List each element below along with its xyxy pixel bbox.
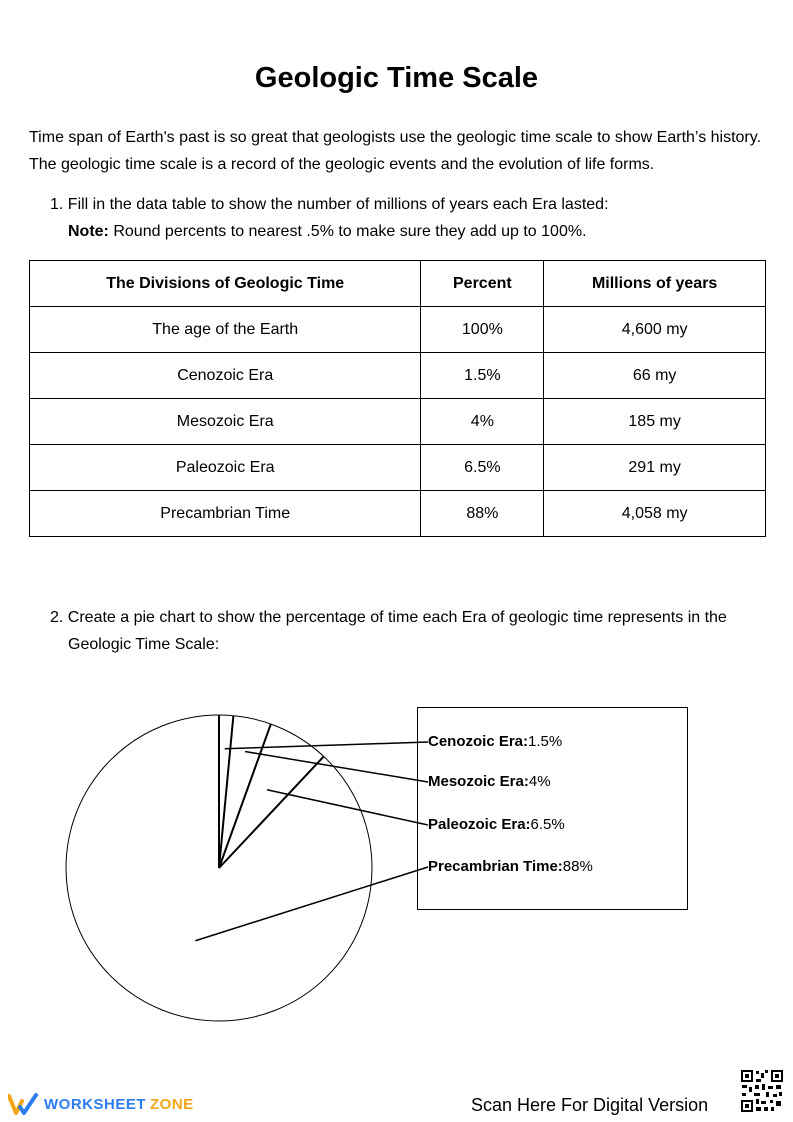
legend-value-precambrian: 88% [562, 858, 593, 875]
table-cell-division: The age of the Earth [30, 307, 421, 353]
legend-label-mesozoic: Mesozoic Era: [428, 773, 529, 790]
pie-leader-line-paleozoic [267, 790, 428, 825]
scan-text: Scan Here For Digital Version [471, 1095, 709, 1115]
page-title: Geologic Time Scale [254, 62, 539, 94]
table-header-millions: Millions of years [544, 261, 766, 307]
legend-value-paleozoic: 6.5% [530, 816, 565, 833]
brand-zone: ZONE [150, 1095, 194, 1113]
table-cell-division: Precambrian Time [30, 491, 421, 537]
table-cell-millions: 66 my [544, 353, 766, 399]
qr-code-icon[interactable] [740, 1069, 784, 1113]
note-text: Round percents to nearest .5% to make sure they add up to 100%. [108, 223, 587, 240]
legend-item-mesozoic [428, 773, 551, 790]
intro-paragraph: Time span of Earth's past is so great that geologists use the geologic time scale to show Earth’s history. The geologic time scale is a record of the geologic events and the evolution of life forms. [29, 129, 762, 173]
legend-item-precambrian [428, 858, 593, 875]
table-cell-percent: 6.5% [421, 445, 544, 491]
table-cell-millions: 4,058 my [544, 491, 766, 537]
table-row [30, 445, 766, 491]
pie-leader-line-mesozoic [245, 752, 428, 782]
worksheetzone-logo[interactable] [8, 1093, 194, 1115]
table-cell-millions: 4,600 my [544, 307, 766, 353]
table-row [30, 307, 766, 353]
legend-label-paleozoic: Paleozoic Era: [428, 816, 531, 833]
question-1 [50, 191, 609, 245]
pie-slice-boundary [219, 756, 324, 868]
pie-leader-line-cenozoic [225, 742, 428, 749]
table-row [30, 353, 766, 399]
table-cell-percent: 1.5% [421, 353, 544, 399]
legend-value-mesozoic: 4% [528, 773, 551, 790]
table-cell-percent: 88% [421, 491, 544, 537]
question-1-text: 1. Fill in the data table to show the number of millions of years each Era lasted: [50, 196, 609, 213]
worksheetzone-logo-icon [8, 1093, 38, 1115]
table-row [30, 399, 766, 445]
question-2 [50, 604, 770, 658]
question-2-line1: 2. Create a pie chart to show the percentage of time each Era of geologic time represents in the [50, 609, 727, 626]
table-header-divisions: The Divisions of Geologic Time [30, 261, 421, 307]
geologic-time-table [29, 260, 766, 537]
legend-label-precambrian: Precambrian Time: [428, 858, 563, 875]
table-cell-division: Cenozoic Era [30, 353, 421, 399]
note-label: Note: [68, 223, 109, 240]
pie-leader-line-precambrian [195, 867, 428, 941]
table-header-row [30, 261, 766, 307]
table-cell-millions: 185 my [544, 399, 766, 445]
brand-worksheet: WORKSHEET [44, 1095, 146, 1113]
question-1-note [50, 218, 609, 245]
table-cell-division: Paleozoic Era [30, 445, 421, 491]
legend-label-cenozoic: Cenozoic Era: [428, 733, 529, 750]
table-cell-division: Mesozoic Era [30, 399, 421, 445]
legend-item-cenozoic [428, 733, 562, 750]
table-cell-millions: 291 my [544, 445, 766, 491]
table-row [30, 491, 766, 537]
legend-item-paleozoic [428, 816, 565, 833]
table-header-percent: Percent [421, 261, 544, 307]
table-cell-percent: 100% [421, 307, 544, 353]
question-2-line2: Geologic Time Scale: [68, 636, 220, 653]
legend-value-cenozoic: 1.5% [528, 733, 563, 750]
table-cell-percent: 4% [421, 399, 544, 445]
